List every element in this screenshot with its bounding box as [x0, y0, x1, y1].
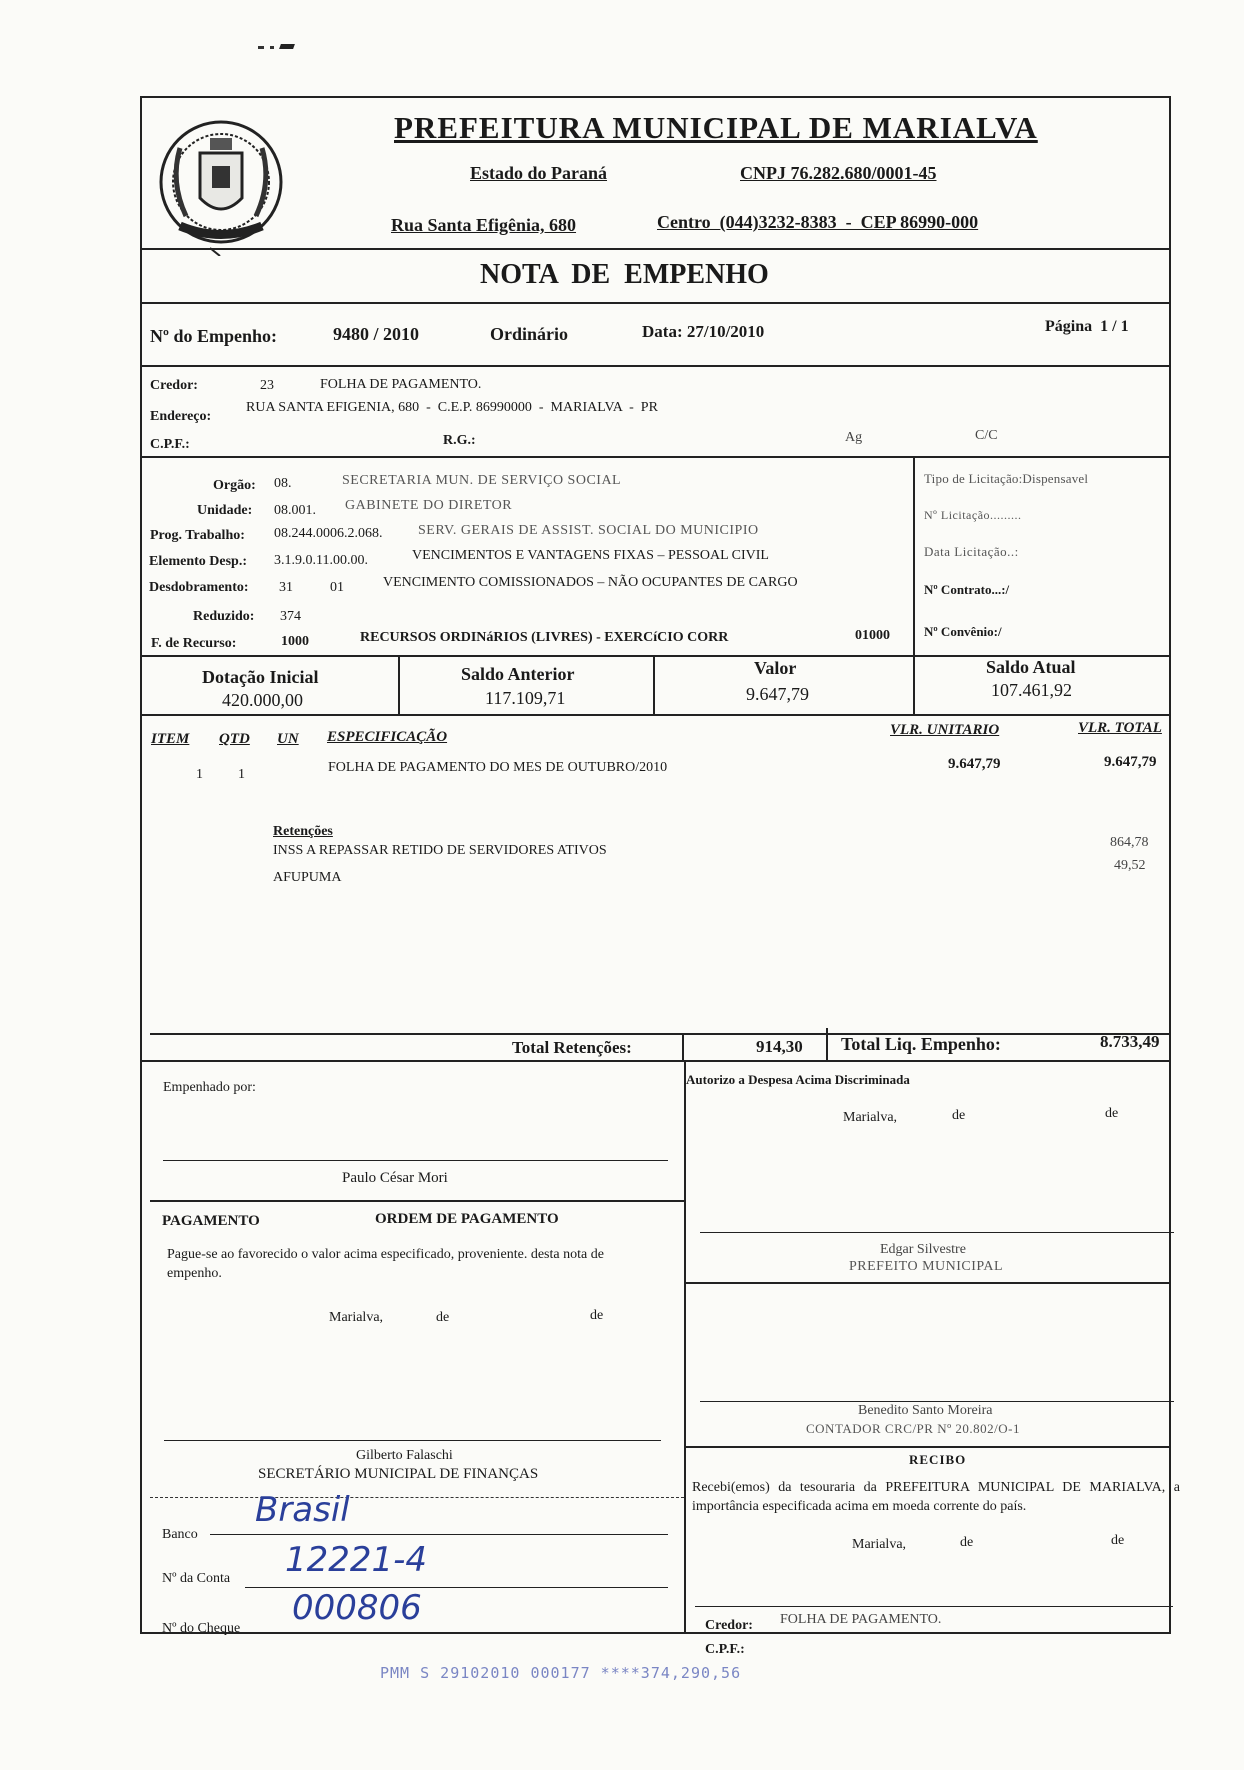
ordem-de-1: de	[436, 1310, 450, 1325]
valor-value: 9.647,79	[746, 684, 809, 704]
prefeito-title: PREFEITO MUNICIPAL	[849, 1259, 1004, 1274]
total-liquido-label: Total Liq. Empenho:	[841, 1034, 1001, 1054]
credor-code: 23	[260, 378, 274, 393]
elemento-code: 3.1.9.0.11.00.00.	[274, 553, 368, 568]
autorizo-de-2: de	[1105, 1106, 1119, 1121]
reduzido-code: 374	[280, 609, 301, 624]
desdobramento-b: 01	[330, 580, 344, 595]
saldo-atual-label: Saldo Atual	[986, 657, 1076, 677]
fonte-label: F. de Recurso:	[151, 636, 237, 651]
scan-speck	[258, 44, 298, 50]
prog-label: Prog. Trabalho:	[150, 528, 245, 543]
row-unit-value: 9.647,79	[948, 756, 1001, 772]
total-liquido-value: 8.733,49	[1100, 1032, 1160, 1051]
recibo-credor-label: Credor:	[705, 1618, 753, 1633]
ordem-de-2: de	[590, 1308, 604, 1323]
reduzido-label: Reduzido:	[193, 609, 255, 624]
col-valor-total: VLR. TOTAL	[1078, 720, 1162, 736]
licitacao-data: Data Licitação..:	[924, 544, 1019, 559]
cpf-label: C.P.F.:	[150, 437, 190, 452]
cnpj: CNPJ 76.282.680/0001-45	[740, 163, 937, 183]
row-item: 1	[196, 767, 203, 782]
recibo-place: Marialva,	[852, 1537, 907, 1552]
contador-name: Benedito Santo Moreira	[858, 1403, 993, 1418]
total-retencoes-label: Total Retenções:	[512, 1038, 632, 1057]
retencao-value: 864,78	[1110, 835, 1149, 850]
dotacao-label: Dotação Inicial	[202, 667, 319, 687]
municipality-title: PREFEITURA MUNICIPAL DE MARIALVA	[394, 110, 1038, 145]
saldo-anterior-value: 117.109,71	[485, 688, 566, 708]
prog-desc: SERV. GERAIS DE ASSIST. SOCIAL DO MUNICIPIO	[418, 523, 759, 538]
unidade-desc: GABINETE DO DIRETOR	[345, 498, 513, 513]
fonte-desc: RECURSOS ORDINáRIOS (LIVRES) - EXERCíCIO CORR	[360, 630, 729, 645]
autorizo-de-1: de	[952, 1108, 966, 1123]
conta-label: Nº da Conta	[162, 1571, 231, 1586]
row-total-value: 9.647,79	[1104, 754, 1157, 770]
licitacao-numero: Nº Licitação.........	[924, 508, 1022, 522]
credor-label: Credor:	[150, 378, 198, 393]
contrato-number: Nº Contrato...:/	[924, 582, 1010, 597]
recibo-cpf-label: C.P.F.:	[705, 1642, 745, 1657]
empenho-type: Ordinário	[490, 324, 569, 344]
payment-stamp: PMM S 29102010 000177 ****374,290,56	[380, 1664, 742, 1682]
recibo-text: Recebi(emos) da tesouraria da PREFEITURA MUNICIPAL DE MARIALVA, a importância especificada acima em moeda corrente do país.	[692, 1480, 1180, 1514]
unidade-code: 08.001.	[274, 503, 316, 518]
licitacao-tipo: Tipo de Licitação:Dispensavel	[924, 471, 1089, 486]
retencao-desc: INSS A REPASSAR RETIDO DE SERVIDORES ATIVOS	[273, 843, 607, 858]
prefeito-name: Edgar Silvestre	[880, 1242, 966, 1257]
autorizo-place: Marialva,	[843, 1110, 898, 1125]
municipal-crest	[150, 108, 292, 256]
autorizo-label: Autorizo a Despesa Acima Discriminada	[686, 1072, 910, 1087]
recibo-label: RECIBO	[909, 1452, 967, 1467]
empenho-number: 9480 / 2010	[333, 324, 420, 344]
cheque-label: Nº do Cheque	[162, 1621, 241, 1636]
cheque-handwritten: 000806	[292, 1588, 422, 1628]
credor-name: FOLHA DE PAGAMENTO.	[320, 377, 482, 392]
secretario-title: SECRETÁRIO MUNICIPAL DE FINANÇAS	[258, 1466, 539, 1482]
ordem-place: Marialva,	[329, 1310, 384, 1325]
address-label: Endereço:	[150, 409, 212, 424]
recibo-credor-value: FOLHA DE PAGAMENTO.	[780, 1612, 942, 1627]
banco-label: Banco	[162, 1527, 198, 1542]
recibo-de-2: de	[1111, 1533, 1125, 1548]
page-indicator: Página 1 / 1	[1045, 318, 1129, 335]
valor-label: Valor	[754, 658, 797, 678]
orgao-desc: SECRETARIA MUN. DE SERVIÇO SOCIAL	[342, 473, 622, 488]
cc-label: C/C	[975, 428, 998, 443]
total-retencoes-value: 914,30	[756, 1037, 803, 1056]
empenhado-por-name: Paulo César Mori	[342, 1170, 448, 1186]
row-desc: FOLHA DE PAGAMENTO DO MES DE OUTUBRO/2010	[328, 760, 668, 775]
convenio-number: Nº Convênio:/	[924, 624, 1002, 639]
row-qtd: 1	[238, 767, 245, 782]
pague-se-text: Pague-se ao favorecido o valor acima especificado, proveniente. desta nota de empenho.	[167, 1247, 604, 1281]
orgao-code: 08.	[274, 476, 292, 491]
empenhado-por-label: Empenhado por:	[163, 1080, 256, 1095]
fonte-account: 01000	[855, 628, 890, 643]
district-phone-cep: Centro (044)3232-8383 - CEP 86990-000	[657, 212, 979, 232]
prog-code: 08.244.0006.2.068.	[274, 526, 383, 541]
col-especificacao: ESPECIFICAÇÃO	[327, 729, 448, 745]
retencao-value: 49,52	[1114, 858, 1146, 873]
rg-label: R.G.:	[443, 433, 476, 448]
state-name: Estado do Paraná	[470, 163, 608, 183]
desdobramento-desc: VENCIMENTO COMISSIONADOS – NÃO OCUPANTES DE CARGO	[383, 575, 798, 590]
fonte-code: 1000	[281, 634, 309, 649]
orgao-label: Orgão:	[213, 478, 256, 493]
dotacao-value: 420.000,00	[222, 690, 303, 710]
col-un: UN	[277, 731, 299, 747]
document-title: NOTA DE EMPENHO	[480, 259, 769, 290]
desdobramento-label: Desdobramento:	[149, 580, 249, 595]
retencoes-label: Retenções	[273, 824, 333, 839]
banco-handwritten: Brasil	[255, 1490, 350, 1530]
empenho-date: Data: 27/10/2010	[642, 322, 765, 341]
unidade-label: Unidade:	[197, 503, 253, 518]
saldo-anterior-label: Saldo Anterior	[461, 664, 575, 684]
retencao-desc: AFUPUMA	[273, 870, 342, 885]
desdobramento-a: 31	[279, 580, 293, 595]
pagamento-label: PAGAMENTO	[162, 1213, 260, 1229]
empenho-number-label: Nº do Empenho:	[150, 326, 277, 346]
street-address: Rua Santa Efigênia, 680	[391, 215, 577, 235]
col-item: ITEM	[151, 731, 190, 747]
conta-handwritten: 12221-4	[285, 1540, 428, 1580]
ag-label: Ag	[845, 430, 863, 445]
contador-title: CONTADOR CRC/PR Nº 20.802/O-1	[806, 1421, 1020, 1436]
saldo-atual-value: 107.461,92	[991, 680, 1072, 700]
elemento-label: Elemento Desp.:	[149, 554, 247, 569]
ordem-pagamento-label: ORDEM DE PAGAMENTO	[375, 1211, 559, 1227]
col-qtd: QTD	[219, 731, 250, 747]
elemento-desc: VENCIMENTOS E VANTAGENS FIXAS – PESSOAL CIVIL	[412, 548, 769, 563]
col-valor-unitario: VLR. UNITARIO	[890, 722, 1000, 738]
secretario-name: Gilberto Falaschi	[356, 1448, 453, 1463]
recibo-de-1: de	[960, 1535, 974, 1550]
credor-address: RUA SANTA EFIGENIA, 680 - C.E.P. 86990000 - MARIALVA - PR	[246, 400, 658, 415]
